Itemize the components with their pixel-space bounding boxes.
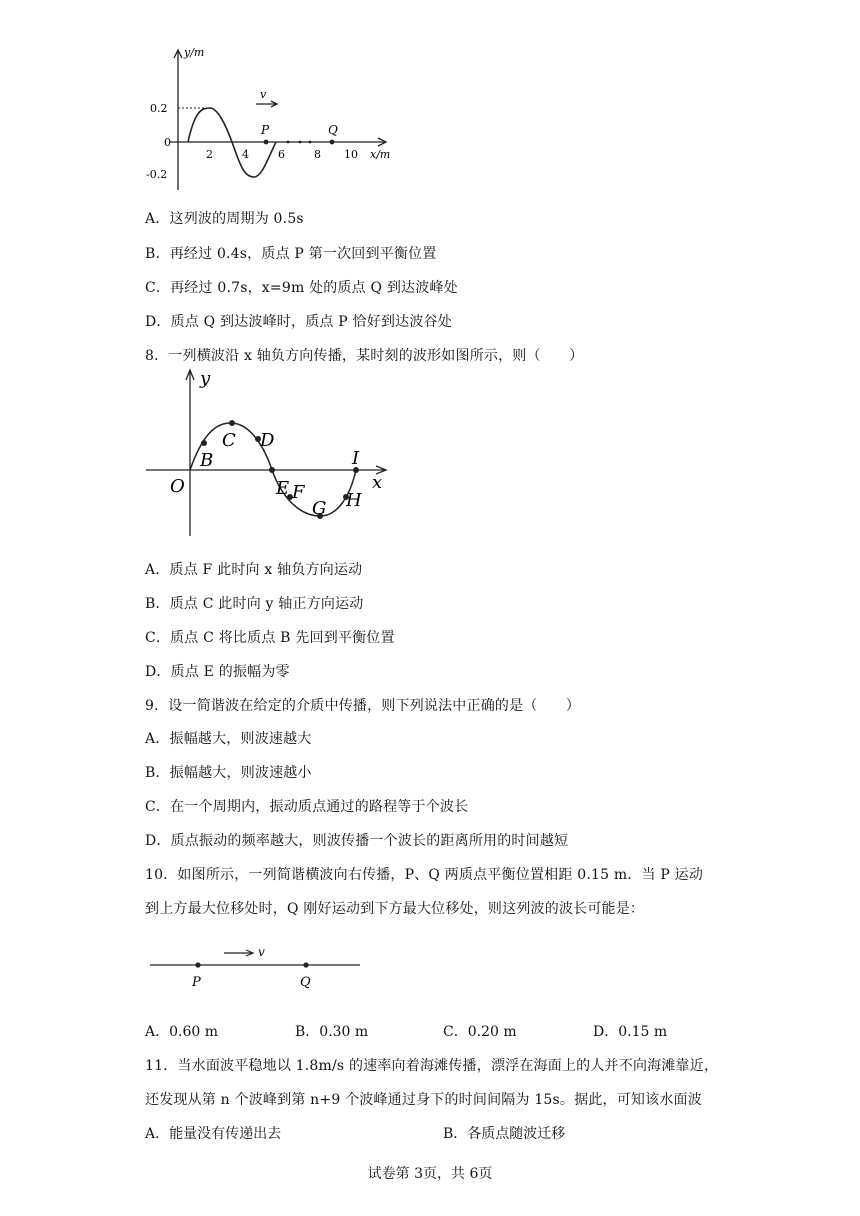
velocity-label: v: [260, 88, 267, 101]
point-q-label: Q: [328, 123, 338, 137]
y-tick-neg-0-2: -0.2: [146, 168, 168, 181]
q8-point-e: E: [276, 478, 290, 499]
q9-stem: 9．设一简谐波在给定的介质中传播，则下列说法中正确的是（ ）: [145, 698, 581, 714]
x-tick-4: 4: [242, 148, 249, 161]
q8-point-b: B: [200, 450, 214, 471]
x-tick-6: 6: [278, 148, 285, 161]
q9-option-c: C．在一个周期内，振动质点通过的路程等于个波长: [145, 799, 469, 815]
q7-option-b: B．再经过 0.4s，质点 P 第一次回到平衡位置: [145, 246, 437, 262]
q8-origin: O: [170, 476, 185, 497]
q8-point-g: G: [312, 498, 327, 519]
q8-point-c: C: [222, 430, 236, 451]
q10-stem-line2: 到上方最大位移处时，Q 刚好运动到下方最大位移处，则这列波的波长可能是：: [145, 901, 645, 917]
point-p-label: P: [261, 123, 270, 137]
q10-option-a: A．0.60 m: [145, 1024, 219, 1040]
wave-graph-q8: [140, 366, 400, 546]
q11-stem-line1: 11．当水面波平稳地以 1.8m/s 的速率向着海滩传播，漂浮在海面上的人并不向海滩靠近，: [145, 1058, 719, 1074]
q10-option-c: C．0.20 m: [443, 1024, 517, 1040]
q10-point-q: Q: [300, 975, 311, 990]
wave-graph-q7: [140, 40, 400, 200]
y-tick-0-2: 0.2: [150, 102, 168, 115]
q11-stem-line2: 还发现从第 n 个波峰到第 n+9 个波峰通过身下的时间间隔为 15s。据此，可知该水面波: [145, 1092, 702, 1108]
q10-option-b: B．0.30 m: [295, 1024, 369, 1040]
q7-option-a: A．这列波的周期为 0.5s: [145, 211, 304, 227]
x-tick-2: 2: [206, 148, 213, 161]
q8-axis-y: y: [200, 368, 211, 389]
q8-point-d: D: [260, 430, 275, 451]
q11-option-b: B．各质点随波迁移: [443, 1126, 566, 1142]
wave-line-q10: [140, 930, 380, 1000]
q8-point-f: F: [292, 482, 305, 503]
q8-option-b: B．质点 C 此时向 y 轴正方向运动: [145, 596, 364, 612]
q10-option-d: D．0.15 m: [593, 1024, 668, 1040]
q7-option-c: C．再经过 0.7s，x=9m 处的质点 Q 到达波峰处: [145, 280, 458, 296]
q10-point-p: P: [192, 975, 201, 990]
q8-point-h: H: [346, 490, 362, 511]
q9-option-d: D．质点振动的频率越大，则波传播一个波长的距离所用的时间越短: [145, 833, 569, 849]
q8-option-d: D．质点 E 的振幅为零: [145, 664, 290, 680]
q8-axis-x: x: [372, 472, 383, 493]
y-axis-label: y/m: [184, 46, 205, 59]
q8-option-c: C．质点 C 将比质点 B 先回到平衡位置: [145, 630, 395, 646]
x-tick-10: 10: [344, 148, 358, 161]
q10-stem-line1: 10．如图所示，一列简谐横波向右传播，P、Q 两质点平衡位置相距 0.15 m．当 P 运动: [145, 867, 704, 883]
q9-option-b: B．振幅越大，则波速越小: [145, 765, 312, 781]
q8-point-i: I: [352, 448, 360, 469]
page-footer: 试卷第 3页，共 6页: [367, 1166, 493, 1182]
x-axis-label: x/m: [370, 148, 391, 161]
q11-option-a: A．能量没有传递出去: [145, 1126, 282, 1142]
q8-stem: 8．一列横波沿 x 轴负方向传播，某时刻的波形如图所示，则（ ）: [145, 348, 584, 364]
q8-option-a: A．质点 F 此时向 x 轴负方向运动: [145, 562, 363, 578]
q9-option-a: A．振幅越大，则波速越大: [145, 731, 312, 747]
x-tick-8: 8: [314, 148, 321, 161]
q10-velocity-label: v: [258, 945, 265, 959]
q7-option-d: D．质点 Q 到达波峰时，质点 P 恰好到达波谷处: [145, 314, 452, 330]
y-tick-0: 0: [164, 136, 171, 149]
